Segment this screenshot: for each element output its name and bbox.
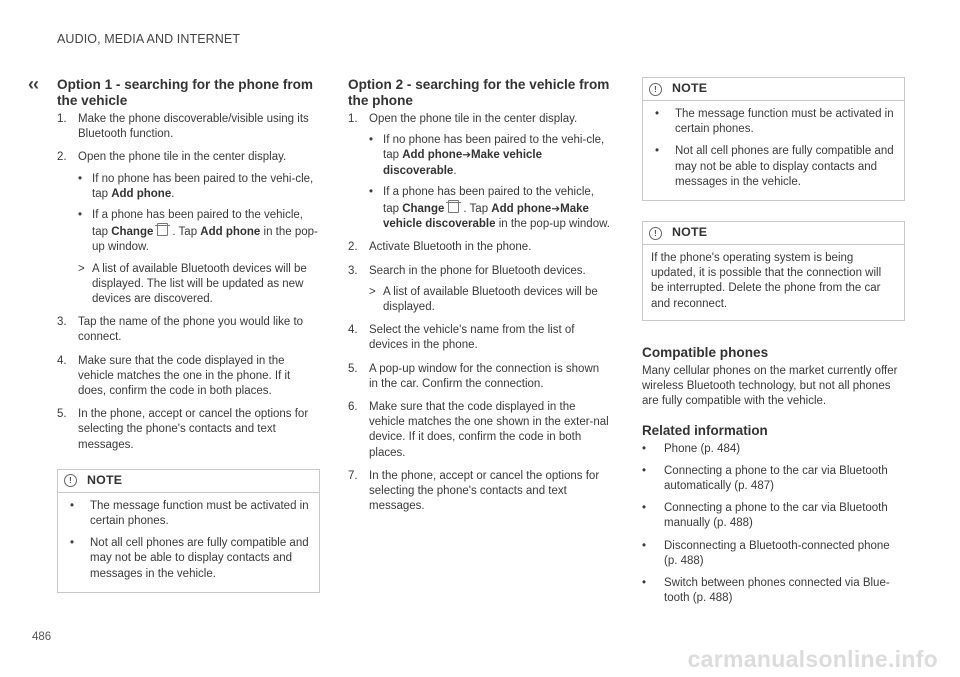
note-label: NOTE — [87, 473, 123, 488]
arrow-right-icon: ➔ — [551, 203, 561, 216]
step-item: 6. Make sure that the code displayed in the vehicle matches the one shown in the exter-nal device. If it does, confirm the code in both places. — [348, 401, 609, 459]
step-item: 1. Make the phone discoverable/visible using its Bluetooth function. — [57, 113, 309, 141]
step-item: 2. Activate Bluetooth in the phone. — [348, 241, 532, 254]
page-number: 486 — [32, 631, 52, 643]
column-right — [642, 77, 905, 613]
column-option-1 — [57, 77, 320, 593]
option-1-heading: Option 1 - searching for the phone from the vehicle — [57, 77, 314, 108]
note-box — [642, 77, 905, 201]
change-icon — [157, 223, 168, 236]
column-option-2 — [348, 77, 611, 522]
compatible-phones-text: Many cellular phones on the market currently offer wireless Bluetooth technology, but not all phones are fully compatible with the vehicle. — [642, 364, 898, 408]
info-icon: ! — [649, 83, 662, 96]
info-icon: ! — [64, 474, 77, 487]
related-link[interactable]: • Connecting a phone to the car via Bluetooth automatically (p. 487) — [642, 464, 888, 493]
add-phone-label: Add phone — [111, 187, 172, 200]
note-box — [642, 221, 905, 321]
step-item: 5. A pop-up window for the connection is shown in the car. Confirm the connection. — [348, 362, 600, 390]
note-bullet: • Not all cell phones are fully compatible and may not be able to display contacts and messages in the vehicle. — [70, 537, 309, 580]
step-item: 7. In the phone, accept or cancel the options for selecting the phone's contacts and text messages. — [348, 469, 600, 513]
sub-bullet: • If no phone has been paired to the vehi-cle, tap Add phone. — [78, 172, 314, 200]
note-box — [57, 469, 320, 593]
option-2-steps — [348, 112, 611, 514]
result-line: > A list of available Bluetooth devices will be displayed. — [369, 285, 598, 314]
sub-bullet: • If a phone has been paired to the vehicle, tap Change . Tap Add phone in the pop-up window. — [78, 209, 318, 254]
option-1-steps — [57, 112, 320, 453]
compatible-phones-heading: Compatible phones — [642, 344, 769, 360]
note-text: If the phone's operating system is being updated, it is possible that the connection will be interrupted. Delete the phone from the car and reconnect. — [651, 252, 882, 310]
related-link[interactable]: • Disconnecting a Bluetooth-connected phone (p. 488) — [642, 539, 890, 567]
result-line: > A list of available Bluetooth devices will be displayed. The list will be updated as new devices are discovered. — [78, 262, 307, 306]
note-bullet: • The message function must be activated in certain phones. — [655, 108, 894, 136]
footer-watermark: carmanualsonline.info — [687, 646, 938, 672]
info-icon: ! — [649, 227, 662, 240]
note-label: NOTE — [672, 81, 708, 96]
step-item: 1. Open the phone tile in the center display. • If no phone has been paired to the vehi-cle, tap Add phone➔Make vehicle discoverable. • If a phone has been paired to the vehicle, tap Change . Tap Add phone➔Make vehicle discoverable in the pop-up window. — [348, 112, 611, 232]
step-item: 4. Make sure that the code displayed in the vehicle matches the one in the phone. If it does, confirm the code in both places. — [57, 354, 291, 398]
related-links — [642, 442, 905, 607]
step-item: 5. In the phone, accept or cancel the options for selecting the phone's contacts and text messages. — [57, 408, 309, 451]
related-link[interactable]: • Phone (p. 484) — [642, 442, 741, 455]
option-2-heading: Option 2 - searching for the vehicle from the phone — [348, 77, 610, 108]
related-link[interactable]: • Switch between phones connected via Blue-tooth (p. 488) — [642, 577, 890, 605]
running-header: AUDIO, MEDIA AND INTERNET — [57, 32, 241, 46]
note-label: NOTE — [672, 225, 708, 240]
sub-bullet: • If no phone has been paired to the vehi-cle, tap Add phone➔Make vehicle discoverable. — [369, 134, 605, 177]
step-item: 2. Open the phone tile in the center display. • If no phone has been paired to the vehi-cle, tap Add phone. • If a phone has been paired to the vehicle, tap Change . Tap Add phone in the pop-up window. > A list of available Bluetooth devices will be displayed. The list will be updated as new devices are discovered. — [57, 150, 320, 307]
note-bullet: • The message function must be activated in certain phones. — [70, 499, 309, 528]
related-information-heading: Related information — [642, 423, 768, 439]
note-bullet: • Not all cell phones are fully compatible and may not be able to display contacts and messages in the vehicle. — [655, 145, 894, 188]
step-item: 4. Select the vehicle's name from the list of devices in the phone. — [348, 324, 575, 352]
step-item: 3. Search in the phone for Bluetooth devices. > A list of available Bluetooth devices will be displayed. — [348, 264, 611, 316]
related-link[interactable]: • Connecting a phone to the car via Bluetooth manually (p. 488) — [642, 502, 888, 530]
step-item: 3. Tap the name of the phone you would like to connect. — [57, 316, 304, 344]
sub-bullet: • If a phone has been paired to the vehicle, tap Change . Tap Add phone➔Make vehicle discoverable in the pop-up window. — [369, 185, 610, 231]
arrow-right-icon: ➔ — [462, 149, 472, 162]
change-icon — [448, 200, 459, 213]
continued-from-previous-mark: ‹‹ — [28, 74, 38, 94]
